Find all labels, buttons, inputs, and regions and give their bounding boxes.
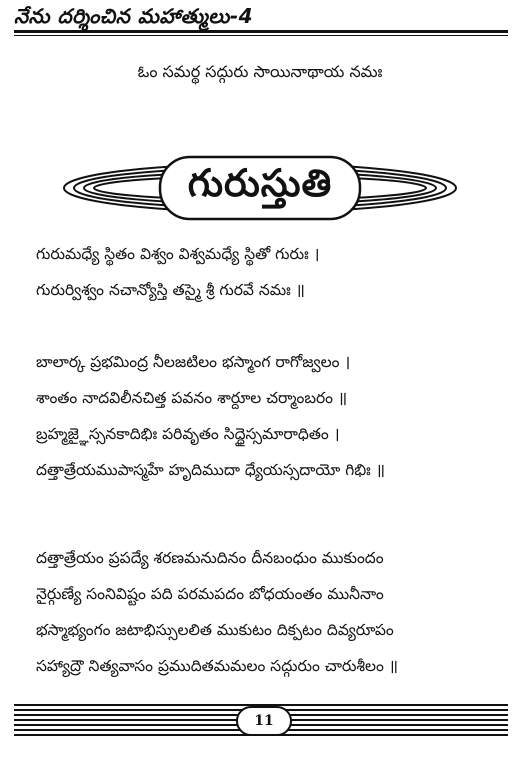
title-banner xyxy=(60,155,460,221)
page-number: 11 xyxy=(236,706,292,736)
verse-line: నైర్గుణ్యే సంనివిష్టం పది పరమపదం బోధయంతం మునీనాం xyxy=(36,585,384,603)
verse-line: భస్మాభ్యంగం జటాభిస్సులలిత ముకుటం దిక్పటం దివ్యరూపం xyxy=(36,621,394,639)
verse-line: బ్రహ్మజ్ఞైస్సనకాదిభిః పరివృతం సిద్ధైస్సమారాధితం । xyxy=(36,425,340,443)
verse-line: సహ్యాద్రౌ నిత్యవాసం ప్రముదితమమలం సద్గురుం చారుశీలం ॥ xyxy=(36,657,399,675)
verse-line: గురుర్విశ్వం నచాన్యోస్తి తస్మై శ్రీ గురవే నమః ॥ xyxy=(36,281,305,299)
verse-line: దత్తాత్రేయం ప్రపద్యే శరణమనుదినం దీనబంధుం ముకుందం xyxy=(36,549,384,567)
verse-line: గురుమధ్యే స్థితం విశ్వం విశ్వమధ్యే స్థితో గురుః । xyxy=(36,245,320,263)
verse-line: బాలార్క ప్రభమింద్ర నీలజటిలం భస్మాంగ రాగోజ్వలం । xyxy=(36,353,351,371)
header-rule xyxy=(14,30,508,36)
verse-line: దత్తాత్రేయముపాస్మహే హృదిముదా ధ్యేయస్సదాయో గిభిః ॥ xyxy=(36,461,385,479)
running-header: నేను దర్శించిన మహాత్ములు-4 xyxy=(14,4,254,28)
banner-title: గురుస్తుతి xyxy=(187,161,333,205)
stanza-3 xyxy=(36,540,506,684)
stanza-2 xyxy=(36,344,506,488)
verses-block xyxy=(36,236,506,684)
page-footer xyxy=(14,700,508,740)
invocation-line: ఓం సమర్థ సద్గురు సాయినాథాయ నమః xyxy=(137,62,383,81)
verse-line: శాంతం నాదవిలీనచిత్త పవనం శార్దూల చర్మాంబరం ॥ xyxy=(36,389,348,407)
stanza-1 xyxy=(36,236,506,308)
